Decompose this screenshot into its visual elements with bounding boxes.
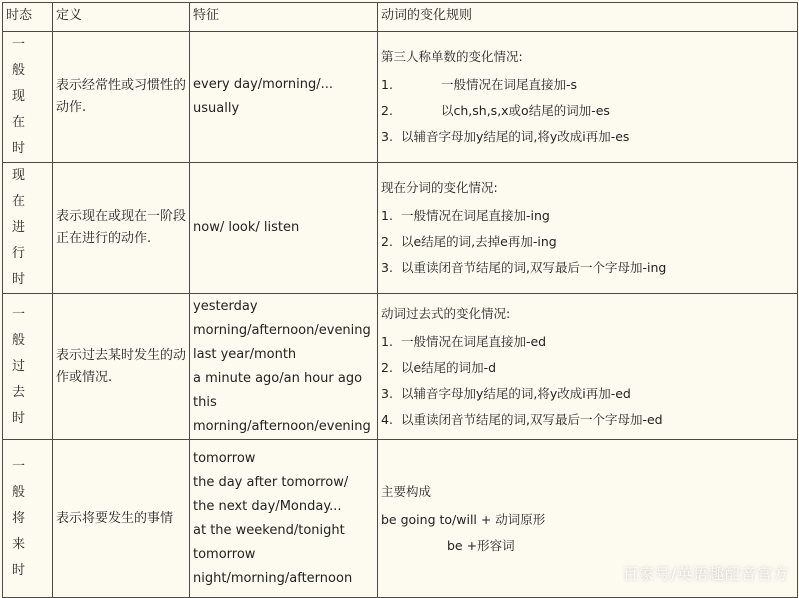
tense-char: 行 xyxy=(12,246,26,261)
watermark: 百家号/英语趣配音官方 xyxy=(622,565,789,583)
feature-line: at the weekend/tonight xyxy=(193,522,345,538)
rule-text: 一般情况在词尾直接加-ed xyxy=(400,333,547,349)
rule-number: 1. xyxy=(381,333,393,349)
tense-char: 般 xyxy=(12,332,26,348)
tense-char: 在 xyxy=(12,115,26,130)
tense-char: 来 xyxy=(12,536,26,552)
rule-text: 以e结尾的词,去掉e再加-ing xyxy=(400,234,557,249)
rule-text: 一般情况在词尾直接加-s xyxy=(441,77,578,92)
rule-text: 以辅音字母加y结尾的词,将y改成i再加-es xyxy=(400,129,630,144)
tense-char: 时 xyxy=(12,272,26,287)
table-row-simple-past xyxy=(3,294,798,440)
rules-cell xyxy=(378,294,798,440)
future-formula-line: be going to/will + 动词原形 xyxy=(381,511,546,527)
feature-line: tomorrow xyxy=(193,450,256,466)
tense-char: 将 xyxy=(12,510,26,526)
rule-number: 1. xyxy=(381,208,393,223)
feature-line: yesterday xyxy=(193,298,258,314)
rule-number: 1. xyxy=(381,77,393,92)
rules-title: 现在分词的变化情况: xyxy=(381,180,498,195)
tense-char: 现 xyxy=(12,89,26,104)
tense-char: 般 xyxy=(12,484,26,500)
table-row-simple-present xyxy=(3,32,798,163)
feature-line: now/ look/ listen xyxy=(193,220,300,235)
rule-item xyxy=(381,407,794,433)
rule-number: 3. xyxy=(381,385,393,401)
tense-char: 在 xyxy=(12,194,26,209)
rule-text: 以ch,sh,s,x或o结尾的词加-es xyxy=(441,103,610,118)
rules-title: 第三人称单数的变化情况: xyxy=(381,49,523,64)
tense-cell xyxy=(3,294,53,440)
table-row-present-continuous xyxy=(3,163,798,294)
rule-item xyxy=(381,229,794,255)
feature-line: tomorrow xyxy=(193,546,256,562)
tense-char: 时 xyxy=(12,410,26,426)
tense-char: 进 xyxy=(12,220,26,235)
tense-char: 时 xyxy=(12,562,26,578)
feature-line: the next day/Monday... xyxy=(193,498,342,514)
feature-line: every day/morning/... xyxy=(193,77,334,92)
features-cell xyxy=(190,32,378,163)
features-cell xyxy=(190,163,378,294)
tense-cell xyxy=(3,32,53,163)
rule-item xyxy=(381,98,794,124)
features-cell xyxy=(190,440,378,598)
rules-title: 动词过去式的变化情况: xyxy=(381,305,511,321)
rule-text: 以e结尾的词加-d xyxy=(400,359,497,375)
header-rules: 动词的变化规则 xyxy=(378,3,798,32)
tense-char: 一 xyxy=(12,306,26,322)
rule-text: 以辅音字母加y结尾的词,将y改成i再加-ed xyxy=(400,385,631,401)
feature-line: morning/afternoon/evening xyxy=(193,322,371,338)
definition-cell: 表示将要发生的事情 xyxy=(53,440,190,598)
rule-item xyxy=(381,255,794,281)
tense-cell xyxy=(3,163,53,294)
rule-item xyxy=(381,329,794,355)
feature-line: the day after tomorrow/ xyxy=(193,474,349,490)
rule-number: 3. xyxy=(381,129,393,144)
tense-char: 般 xyxy=(12,63,26,78)
rule-number: 4. xyxy=(381,411,393,427)
header-definition: 定义 xyxy=(53,3,190,32)
rules-cell xyxy=(378,32,798,163)
features-cell xyxy=(190,294,378,440)
rule-text: 以重读闭音节结尾的词,双写最后一个字母加-ed xyxy=(400,411,663,427)
tense-char: 时 xyxy=(12,141,26,156)
rule-number: 2. xyxy=(381,359,393,375)
feature-line: night/morning/afternoon xyxy=(193,570,353,586)
rule-number: 2. xyxy=(381,103,393,118)
tense-cell xyxy=(3,440,53,598)
rule-text: 一般情况在词尾直接加-ing xyxy=(400,208,550,223)
header-features: 特征 xyxy=(190,3,378,32)
rules-cell xyxy=(378,163,798,294)
definition-cell: 表示经常性或习惯性的动作. xyxy=(53,32,190,163)
rule-item xyxy=(381,355,794,381)
tense-char: 现 xyxy=(12,168,26,183)
feature-line: morning/afternoon/evening xyxy=(193,418,371,434)
tense-char: 去 xyxy=(12,384,26,400)
feature-line: last year/month xyxy=(193,346,297,362)
header-tense: 时态 xyxy=(3,3,53,32)
rule-text: 以重读闭音节结尾的词,双写最后一个字母加-ing xyxy=(400,260,667,275)
tense-char: 过 xyxy=(12,358,26,374)
rule-number: 2. xyxy=(381,234,393,249)
feature-line: a minute ago/an hour ago xyxy=(193,370,363,386)
rule-number: 3. xyxy=(381,260,393,275)
rule-item xyxy=(381,203,794,229)
header-row xyxy=(3,3,798,32)
future-formula-line: be +形容词 xyxy=(447,537,515,553)
tense-char: 一 xyxy=(12,37,26,52)
feature-line: usually xyxy=(193,101,240,116)
feature-line: this xyxy=(193,394,217,410)
rule-item xyxy=(381,381,794,407)
tense-char: 一 xyxy=(12,458,26,474)
definition-cell: 表示过去某时发生的动作或情况. xyxy=(53,294,190,440)
definition-cell: 表示现在或现在一阶段正在进行的动作. xyxy=(53,163,190,294)
rule-item xyxy=(381,72,794,98)
rule-item xyxy=(381,124,794,150)
tense-table xyxy=(2,2,798,598)
rules-title: 主要构成 xyxy=(381,483,432,499)
